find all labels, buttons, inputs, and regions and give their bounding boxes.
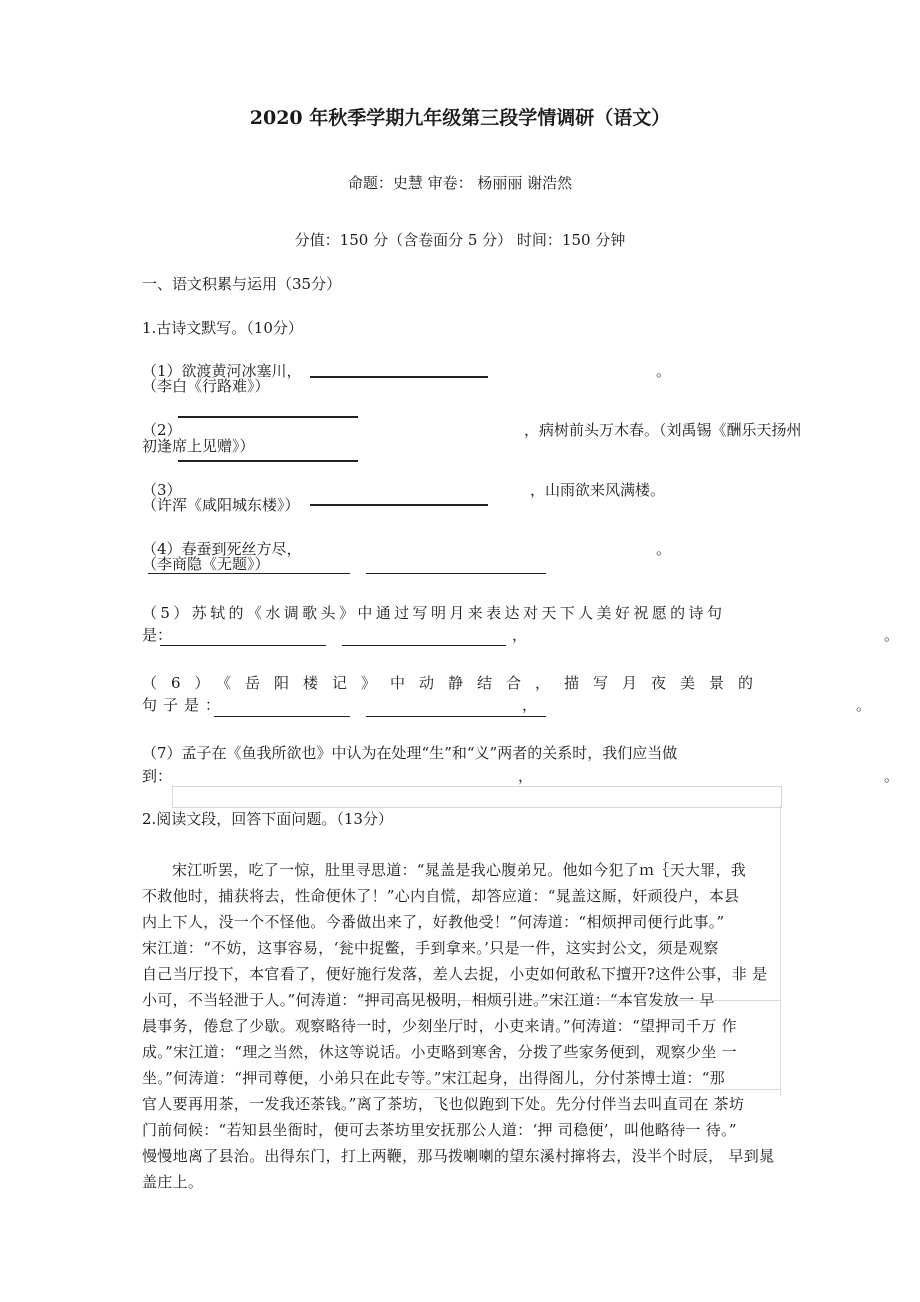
question-2-heading: 2.阅读文段，回答下面问题。（13分） [142, 810, 393, 828]
passage-line: 坐。”何涛道：“押司尊便，小弟只在此专等。”宋江起身，出得阁儿，分付茶博士道：“那 [142, 1069, 725, 1087]
q1-item-7-text: （7）孟子在《鱼我所欲也》中认为在处理“生”和“义”两者的关系时，我们应当做 [142, 744, 678, 762]
q1-item-1-text: （1）欲渡黄河冰塞川， [142, 362, 302, 380]
passage-line: 成。”宋江道：“理之当然，休这等说话。小吏略到寒舍，分拨了些家务便到，观察少坐 一 [142, 1043, 737, 1061]
passage-line: 自己当厅投下，本官看了，便好施行发落，差人去捉，小吏如何敢私下擅开?这件公事，非 是 [142, 965, 768, 983]
q1-item-7-end: 。 [884, 767, 900, 785]
passage-line: 宋江道：“不妨，这事容易，‘瓮中捉鳖，手到拿来。’只是一件，这实封公文，须是观察 [142, 939, 719, 957]
answer-blank[interactable] [160, 645, 326, 646]
answer-blank[interactable] [310, 504, 488, 506]
q1-item-1-end: 。 [656, 362, 672, 380]
q1-item-2-text: ，病树前头万木春。（刘禹锡《酬乐天扬州 [524, 421, 802, 439]
q1-item-5-comma: ， [512, 626, 528, 644]
page-title: 2020 年秋季学期九年级第三段学情调研（语文） [249, 107, 671, 129]
q1-item-2-label: （2） [142, 421, 182, 439]
answer-blank[interactable] [310, 376, 488, 378]
answer-blank[interactable] [342, 645, 506, 646]
reading-passage [142, 857, 802, 1195]
q1-item-1-source: （李白《行路难》） [142, 377, 270, 395]
q1-item-6-end: 。 [856, 696, 872, 714]
q1-item-6-cont: 句子是： [142, 696, 227, 714]
q1-item-6-comma: ， [522, 696, 538, 714]
passage-line: 晨事务，倦怠了少歇。观察略待一时，少刻坐厅时，小吏来请。”何涛道：“望押司千万 作 [142, 1017, 737, 1035]
q1-item-7-cont: 到： [142, 767, 173, 785]
passage-line: 慢慢地离了县治。出得东门，打上两鞭，那马拨喇喇的望东溪村撺将去，没半个时辰， 早到晁 [142, 1147, 775, 1165]
q1-item-3-label: （3） [142, 481, 182, 499]
q1-item-4-text: （4）春蚕到死丝方尽， [142, 540, 302, 558]
answer-blank[interactable] [366, 573, 546, 574]
q1-item-2-source: 初逢席上见赠》） [142, 437, 255, 455]
answer-blank[interactable] [214, 716, 350, 717]
passage-line: 不救他时，捕获将去，性命便休了！”心内自慌，却答应道：“晁盖这厮，奸顽役户，本县 [142, 887, 740, 905]
answer-blank[interactable] [178, 460, 358, 462]
question-1-heading: 1.古诗文默写。（10分） [142, 319, 303, 337]
passage-line: 盖庄上。 [142, 1173, 204, 1191]
q1-item-4-source: （李商隐《无题》） [142, 555, 270, 573]
passage-line: 门前伺候：“若知县坐衙时，便可去茶坊里安抚那公人道：‘押 司稳便’，叫他略待一 待。” [142, 1121, 737, 1139]
passage-line: 小可，不当轻泄于人。”何涛道：“押司高见极明，相烦引进。”宋江道：“本官发放一 早 [142, 991, 715, 1009]
q1-item-5-end: 。 [884, 626, 900, 644]
answer-blank[interactable] [366, 716, 546, 717]
answer-blank[interactable] [148, 573, 350, 574]
q1-item-5-cont: 是： [142, 626, 173, 644]
q1-item-3-text: ，山雨欲来风满楼。 [530, 481, 666, 499]
passage-line: 内上下人，没一个不怪他。今番做出来了，好教他受！”何涛道：“相烦押司便行此事。” [142, 913, 725, 931]
score-info: 分值：150 分（含卷面分 5 分） 时间：150 分钟 [294, 231, 626, 249]
answer-blank[interactable] [178, 416, 358, 418]
section-heading: 一、语文积累与运用（35分） [142, 275, 342, 293]
passage-line: 官人要再用茶，一发我还茶钱。”离了茶坊，飞也似跑到下处。先分付伴当去叫直司在 茶坊 [142, 1095, 745, 1113]
q1-item-5-text: （5）苏轼的《水调歌头》中通过写明月来表达对天下人美好祝愿的诗句 [142, 604, 726, 622]
q1-item-6-text: （6）《岳阳楼记》中动静结合，描写月夜美景的 [142, 674, 768, 692]
authors-line: 命题：史慧 审卷： 杨丽丽 谢浩然 [347, 174, 573, 192]
q1-item-3-source: （许浑《咸阳城东楼》） [142, 496, 300, 514]
q1-item-4-end: 。 [656, 540, 672, 558]
q1-item-7-comma: ， [518, 767, 534, 785]
frame-line [172, 786, 782, 808]
passage-line: 宋江听罢，吃了一惊，肚里寻思道：“晁盖是我心腹弟兄。他如今犯了ｍ｛天大罪，我 [172, 861, 747, 879]
